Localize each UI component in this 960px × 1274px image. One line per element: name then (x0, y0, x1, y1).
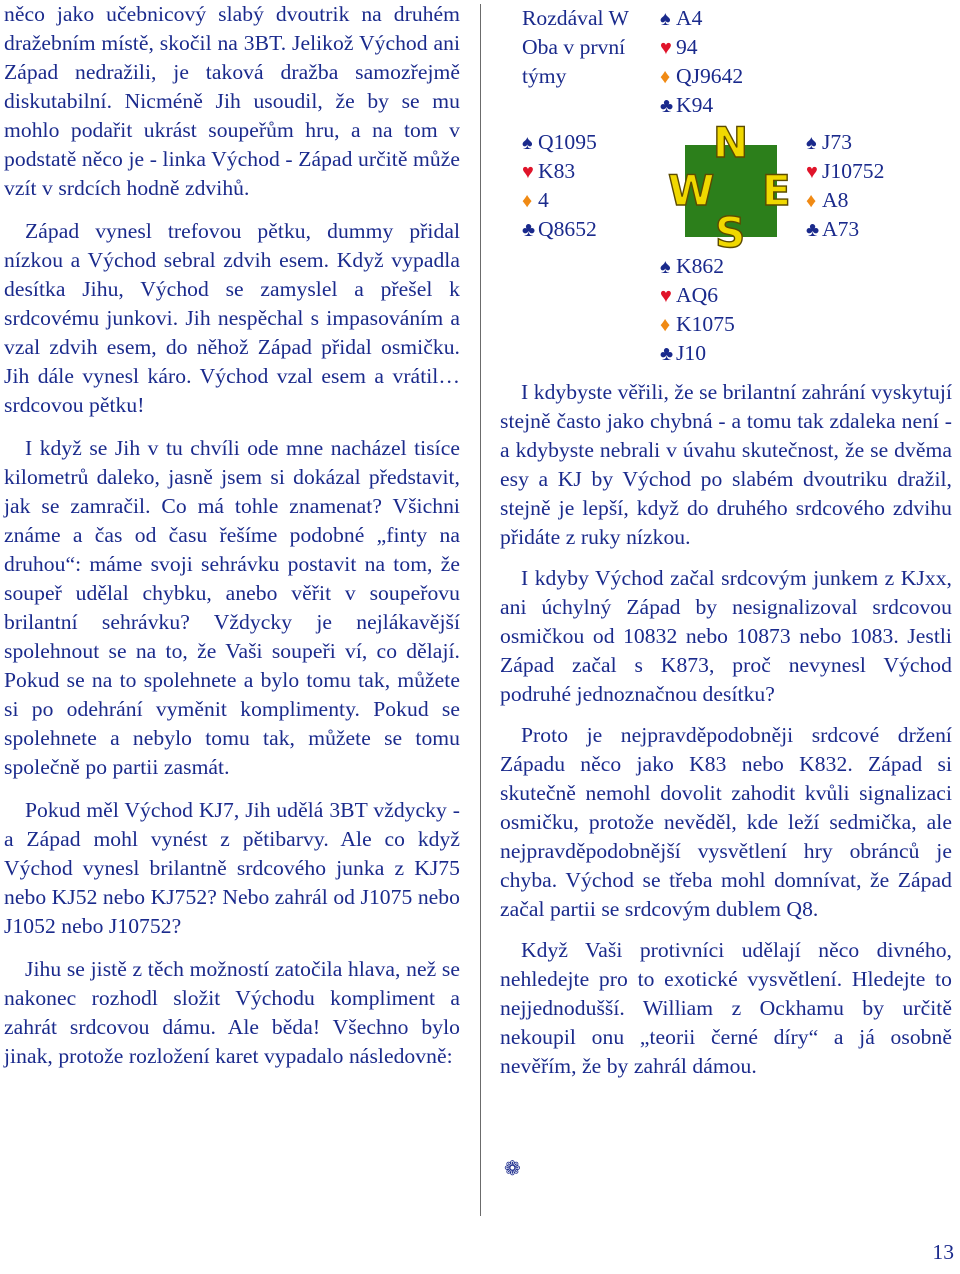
deal-vulnerability-cont: týmy (522, 64, 567, 88)
compass-south-letter: S (715, 208, 746, 257)
spade-icon: ♠ (806, 132, 817, 154)
west-diamonds: ♦ 4 (522, 186, 549, 216)
south-diamonds: ♦ K1075 (660, 310, 735, 340)
east-clubs: ♣ A73 (806, 215, 859, 245)
paragraph-outcome: Jihu se jistě z těch možností zatočila hlava, než se nakonec rozhodl složit Východu kompliment a zahrát srdcovou dámu. Ale běda! Všechno bylo jinak, protože rozložení karet vypadalo následovně: (4, 957, 460, 1068)
paragraph-jack-lead: I kdyby Východ začal srdcovým junkem z KJxx, ani úchylný Západ by nesignalizoval srdcovou osmičkou od 10832 nebo 10873 nebo 1083. Jestli Západ začal s K873, proč nevynesl Východ podruhé jednoznačnou desítku? (500, 566, 952, 706)
heart-icon: ♥ (806, 161, 818, 183)
paragraph-west-holding: Proto je nejpravděpodobněji srdcové držení Západu něco jako K83 nebo K832. Západ si skutečně nemohl dovolit zahodit kvůli signalizaci osmičku, protože nevěděl, kde leží sedmička, ale nejpravděpodobnější vysvětlení hry obránců je chyba. Východ se třeba mohl domnívat, že Západ začal partii se srdcovým dublem Q8. (500, 723, 952, 921)
east-spades: ♠ J73 (806, 128, 852, 158)
deal-vulnerability: Oba v první (522, 35, 626, 59)
spade-icon: ♠ (522, 132, 533, 154)
north-hearts: ♥ 94 (660, 33, 698, 63)
south-clubs: ♣ J10 (660, 339, 706, 369)
heart-icon: ♥ (522, 161, 534, 183)
end-mark-icon: ❁ (504, 1158, 521, 1180)
south-spades: ♠ K862 (660, 252, 724, 282)
heart-icon: ♥ (660, 285, 672, 307)
east-hearts: ♥ J10752 (806, 157, 884, 187)
diamond-icon: ♦ (806, 190, 817, 212)
deal-dealer: Rozdával W (522, 6, 629, 30)
heart-icon: ♥ (660, 37, 672, 59)
diamond-icon: ♦ (660, 66, 671, 88)
column-divider (480, 4, 481, 1216)
bridge-deal-diagram (500, 0, 952, 378)
spade-icon: ♠ (660, 256, 671, 278)
north-spades: ♠ A4 (660, 4, 702, 34)
spade-icon: ♠ (660, 8, 671, 30)
club-icon: ♣ (660, 343, 674, 365)
paragraph-options: Pokud měl Východ KJ7, Jih udělá 3BT vždycky - a Západ mohl vynést z pětibarvy. Ale co když Východ vynesl brilantně srdcového junka z KJ75 nebo KJ52 nebo KJ752? Nebo zahrál od J1075 nebo J1052 nebo J10752? (4, 798, 460, 938)
west-clubs: ♣ Q8652 (522, 215, 597, 245)
club-icon: ♣ (660, 95, 674, 117)
left-column (4, 0, 460, 1071)
east-diamonds: ♦ A8 (806, 186, 848, 216)
compass-west-letter: W (668, 166, 715, 215)
club-icon: ♣ (806, 219, 820, 241)
diamond-icon: ♦ (522, 190, 533, 212)
club-icon: ♣ (522, 219, 536, 241)
paragraph-lead: Západ vynesl trefovou pětku, dummy přidal nízkou a Východ sebral zdvih esem. Když vypadla desítka Jihu, Východ se zamyslel a přešel k srdcovému junkovi. Jih nespěchal s impasováním a vzal zdvih esem, do něhož Západ přidal osmičku. Jih dále vynesl káro. Východ vzal esem a vrátil… srdcovou pětku! (4, 219, 460, 417)
right-column (500, 0, 952, 1081)
diamond-icon: ♦ (660, 314, 671, 336)
page-number: 13 (932, 1240, 954, 1264)
north-diamonds: ♦ QJ9642 (660, 62, 743, 92)
west-hearts: ♥ K83 (522, 157, 575, 187)
paragraph-conclusion: Když Vaši protivníci udělají něco divného, nehledejte pro to exotické vysvětlení. Hledejte to nejjednodušší. William z Ockhamu by určitě nekoupil onu „teorii černé díry“ a já osobně nevěřím, že by zahrál dámou. (500, 938, 952, 1078)
north-clubs: ♣ K94 (660, 91, 713, 121)
paragraph-brilliant-play: I kdybyste věřili, že se brilantní zahrání vyskytují stejně často jako chybná - a tomu tak zdaleka není - a kdybyste nebrali v úvahu skutečnost, že se dvěma esy a KJ by Východ po slabém dvoutriku dražil, stejně je lepší, když do druhého srdcového zdvihu přidáte z ruky nízkou. (500, 380, 952, 549)
paragraph-reasoning: I když se Jih v tu chvíli ode mne nacházel tisíce kilometrů daleko, jasně jsem si dokázal představit, jak se zamračil. Co má tohle znamenat? Všichni známe a čas od času řešíme podobné „finty na druhou“: máme svoji sehrávku postavit na tom, že soupeř udělal chybku, anebo věřit v soupeřovu brilantní sehrávku? Vždycky je nejlákavější spolehnout se na to, že Vaši soupeři ví, co dělají. Pokud se na to spolehnete a bylo tomu tak, můžete si po odehrání vyměnit komplimenty. Pokud se spolehnete a nebylo tomu tak, můžete se tomu společně po partii zasmát. (4, 436, 460, 779)
compass-north-letter: N (713, 118, 749, 167)
south-hearts: ♥ AQ6 (660, 281, 718, 311)
compass-east-letter: E (762, 166, 791, 215)
west-spades: ♠ Q1095 (522, 128, 597, 158)
paragraph-intro: něco jako učebnicový slabý dvoutrik na druhém dražebním místě, skočil na 3BT. Jelikož Východ ani Západ nedražili, je taková dražba samozřejmě diskutabilní. Nicméně Jih usoudil, že by se mu mohlo podařit ukrást soupeřům hru, a na tom v podstatě něco je - linka Východ - Západ určitě může vzít v srdcích hodně zdvihů. (4, 2, 460, 200)
